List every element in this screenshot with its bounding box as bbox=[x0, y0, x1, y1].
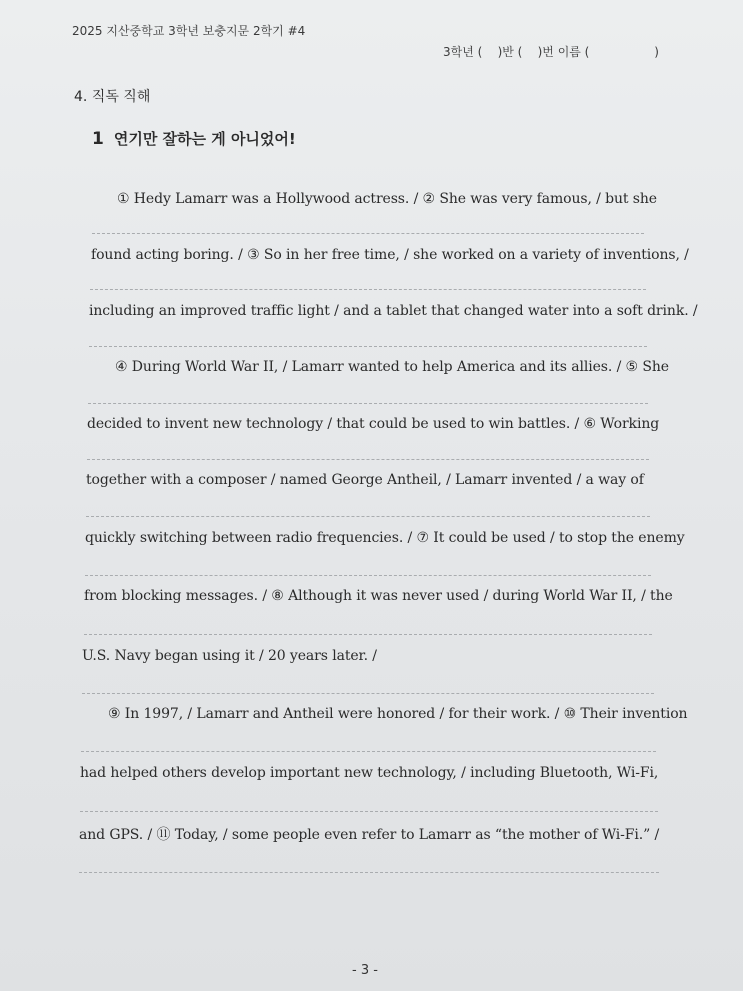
writing-line-9 bbox=[82, 693, 654, 694]
worksheet-title: 2025 지산중학교 3학년 보충지문 2학기 #4 bbox=[72, 24, 306, 38]
writing-line-12 bbox=[79, 872, 659, 873]
passage-line-8: from blocking messages. / ⑧ Although it was never used / during World War II, / the bbox=[84, 588, 673, 604]
passage-line-10: ⑨ In 1997, / Lamarr and Antheil were honored / for their work. / ⑩ Their invention bbox=[108, 706, 688, 722]
passage-number: 1 bbox=[92, 129, 104, 149]
writing-line-5 bbox=[87, 459, 649, 460]
writing-line-3 bbox=[89, 346, 647, 347]
passage-line-12: and GPS. / ⑪ Today, / some people even refer to Lamarr as “the mother of Wi-Fi.” / bbox=[79, 827, 660, 843]
writing-line-6 bbox=[86, 516, 650, 517]
passage-line-1: ① Hedy Lamarr was a Hollywood actress. / ② She was very famous, / but she bbox=[117, 191, 657, 207]
section-heading: 4. 직독 직해 bbox=[74, 89, 151, 105]
passage-line-6: together with a composer / named George Antheil, / Lamarr invented / a way of bbox=[86, 472, 644, 488]
passage-title-text: 연기만 잘하는 게 아니었어! bbox=[113, 130, 296, 148]
passage-line-2: found acting boring. / ③ So in her free time, / she worked on a variety of inventions, / bbox=[91, 247, 689, 263]
passage-title bbox=[92, 128, 296, 149]
passage-line-7: quickly switching between radio frequencies. / ⑦ It could be used / to stop the enemy bbox=[85, 530, 685, 546]
student-info-line: 3학년 ( )반 ( )번 이름 ( ) bbox=[443, 45, 659, 59]
writing-line-8 bbox=[84, 634, 652, 635]
writing-line-4 bbox=[88, 403, 648, 404]
writing-line-2 bbox=[90, 289, 646, 290]
writing-line-10 bbox=[81, 751, 656, 752]
passage-line-4: ④ During World War II, / Lamarr wanted to help America and its allies. / ⑤ She bbox=[115, 359, 669, 375]
passage-line-5: decided to invent new technology / that could be used to win battles. / ⑥ Working bbox=[87, 416, 660, 432]
passage-line-3: including an improved traffic light / and a tablet that changed water into a soft drink. / bbox=[89, 303, 698, 319]
passage-line-9: U.S. Navy began using it / 20 years later. / bbox=[82, 648, 377, 664]
page-number: - 3 - bbox=[352, 963, 378, 978]
passage-line-11: had helped others develop important new technology, / including Bluetooth, Wi-Fi, bbox=[80, 765, 659, 781]
writing-line-1 bbox=[92, 233, 644, 234]
writing-line-11 bbox=[80, 811, 658, 812]
writing-line-7 bbox=[85, 575, 651, 576]
